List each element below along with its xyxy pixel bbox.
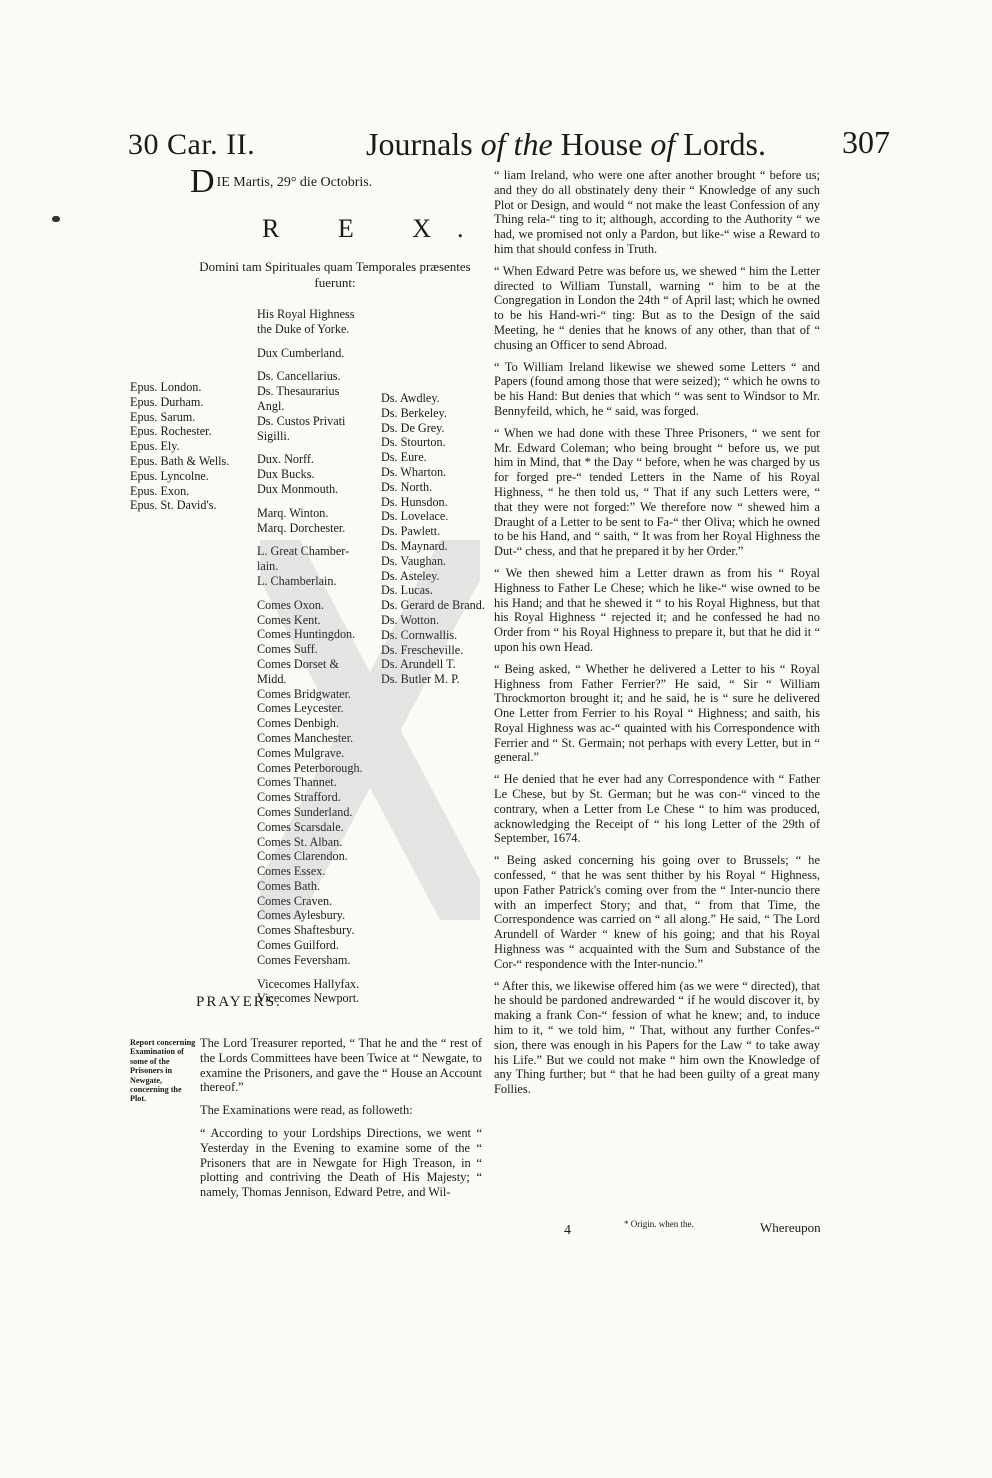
ink-blot	[52, 216, 60, 222]
header-regnal-year: 30 Car. II.	[128, 128, 256, 161]
list-item: Dux Cumberland.	[257, 345, 345, 360]
list-item: Ds. Gerard de Brand.	[381, 598, 485, 613]
paragraph: “ Being asked concerning his going over to Brussels; “ he confessed, “ that he was sent thither by his Royal “ Highness, upon Father Patrick's coming over from the “ Inter-nuncio there with an imperfect Story; and that, “ from that Time, the Correspondence was carried on “ all along.” He said, “ The Lord Arundell of Warder “ knew of his going; and that his Royal Highness was “ acquainted with the Sum and Substance of the Cor-“ respondence with the Inter-nuncio.”	[494, 853, 820, 971]
list-gap	[257, 497, 363, 506]
list-item: Comes Essex.	[257, 864, 326, 879]
prayers-heading: PRAYERS.	[196, 994, 282, 1010]
list-item: Epus. Sarum.	[130, 409, 196, 424]
list-item: Comes Thannet.	[257, 775, 337, 790]
list-item: His Royal Highness	[257, 307, 355, 321]
list-item: Ds. Cornwallis.	[381, 627, 458, 642]
royal-and-temporal-list	[257, 307, 363, 1006]
list-item: L. Great Chamber-	[257, 544, 350, 559]
list-item: Sigilli.	[257, 428, 290, 443]
header-title-word: Journals	[366, 126, 473, 162]
list-item: Marq. Winton.	[257, 505, 329, 520]
list-item: Ds. Lovelace.	[381, 509, 449, 524]
list-item: Ds. Berkeley.	[381, 405, 447, 420]
list-item: Dux Bucks.	[257, 467, 315, 482]
list-item: Ds. Lucas.	[381, 583, 433, 598]
list-item: Epus. Lyncolne.	[130, 468, 209, 483]
list-item: Comes Strafford.	[257, 790, 341, 805]
paragraph: “ Being asked, “ Whether he delivered a Letter to his “ Royal Highness from Father Ferrier?” He said, “ Sir “ William Throckmorton brought it; and he said, he is “ sure he delivered One Letter from Ferrier to his Royal “ Highness; and saith, his Royal Highness was ac-“ quainted with his Correspondence with Ferrier and “ St. Germain; not perhaps with every Letter, but in “ general.”	[494, 661, 820, 765]
page-number: 307	[842, 124, 890, 160]
barons-list	[381, 391, 485, 687]
list-item: Comes St. Alban.	[257, 834, 343, 849]
list-item: Comes Peterborough.	[257, 760, 363, 775]
list-item: Comes Suff.	[257, 642, 318, 657]
list-item: Ds. Stourton.	[381, 435, 446, 450]
list-item: Ds. Thesaurarius	[257, 384, 340, 399]
list-item: Epus. Ely.	[130, 439, 180, 454]
paragraph: “ After this, we likewise offered him (as we were “ directed), that he should be pardoned andrewarded “ if he would discover it, by making a frank Con-“ fession of what he knew; and, to induce him to it, “ we told him, “ That, without any further Confes-“ sion, there was enough in his Papers for the Law “ to take away his Life.” But we could not make “ him own the Knowledge of any Thing further; but “ that he had been guilty of a great many Follies.	[494, 978, 820, 1097]
list-item: Comes Shaftesbury.	[257, 923, 355, 938]
header-title-word: Lords.	[683, 126, 766, 162]
list-item: Comes Clarendon.	[257, 849, 348, 864]
footnote: * Origin. when the.	[624, 1219, 694, 1229]
header-title-word: House	[560, 126, 643, 162]
list-item: Ds. Maynard.	[381, 538, 448, 553]
list-item: Comes Denbigh.	[257, 716, 339, 731]
list-item: Comes Leycester.	[257, 701, 344, 716]
list-item: Ds. Asteley.	[381, 568, 440, 583]
list-gap	[257, 535, 363, 544]
paragraph: “ According to your Lordships Directions, we went “ Yesterday in the Evening to examine some of the “ Prisoners that are in Newgate for High Treason, in “ plotting and contriving the Death of His Majesty; “ namely, Thomas Jennison, Edward Petre, and Wil-	[200, 1125, 482, 1200]
list-item: Ds. Wharton.	[381, 464, 447, 479]
list-item: Ds. Cancellarius.	[257, 369, 341, 384]
list-item: Ds. Vaughan.	[381, 553, 447, 568]
paragraph: The Examinations were read, as followeth:	[200, 1103, 413, 1118]
list-item: L. Chamberlain.	[257, 573, 337, 588]
header-title	[366, 126, 766, 163]
list-item: Comes Manchester.	[257, 730, 354, 745]
list-item: Epus. Exon.	[130, 483, 190, 498]
list-item: Vicecomes Hallyfax.	[257, 976, 360, 991]
list-item: Marq. Dorchester.	[257, 520, 346, 535]
list-gap	[257, 968, 363, 977]
list-item: Ds. Wotton.	[381, 612, 440, 627]
list-item: Vicecomes Newport.	[257, 991, 360, 1006]
list-item: lain.	[257, 559, 279, 574]
list-item: Dux. Norff.	[257, 452, 314, 467]
list-item: Comes Huntingdon.	[257, 627, 356, 642]
list-item: Ds. Custos Privati	[257, 413, 346, 428]
paragraph: “ When we had done with these Three Prisoners, “ we sent for Mr. Edward Coleman; who being brought “ before us, we put him in Mind, that * the Day “ before, when he was charged by us for forged pre-“ tended Letters in the Name of his Royal Highness, “ he then told us, “ That if any such Letters were, “ that they were not forged:” We therefore now “ shewed him a Draught of a Letter to be sent to Fa-“ ther Oliva; which he owned to be his Hand, and “ saith, “ It was from her Royal Highness the Dut-“ chess, and that he prepared it by her Order.”	[494, 425, 820, 559]
header-title-word: the	[513, 126, 553, 162]
list-item: Comes Bridgwater.	[257, 686, 352, 701]
list-item: Comes Kent.	[257, 612, 321, 627]
list-item: Epus. London.	[130, 380, 202, 394]
session-date	[190, 163, 373, 200]
margin-note: Report concerning Examination of some of the Prisoners in Newgate, concerning the Plot.	[130, 1038, 196, 1104]
list-item: Comes Dorset &	[257, 656, 339, 671]
list-item: Comes Craven.	[257, 893, 333, 908]
list-item: Ds. Awdley.	[381, 391, 440, 405]
paragraph: “ To William Ireland likewise we shewed some Letters “ and Papers (found among those that were seized); “ which he owns to be his Hand: But denies that which “ was sent to Windsor to Mr. Bennyfeild, which, he “ said, was forged.	[494, 359, 820, 418]
list-item: Comes Feversham.	[257, 952, 351, 967]
list-item: Comes Oxon.	[257, 597, 325, 612]
drop-cap: D	[190, 163, 215, 200]
paragraph: “ When Edward Petre was before us, we shewed “ him the Letter directed to William Tunstall, warning “ him to be at the Congregation in London the 24th “ of April last; which he owned to be his Hand-wri-“ ting: But as to the Design of the said Meeting, he “ denies that he knows of any other, than that of “ chusing an Officer to send Abroad.	[494, 263, 820, 352]
right-column-text	[494, 168, 820, 1104]
list-item: Angl.	[257, 398, 285, 413]
list-item: Epus. Rochester.	[130, 424, 212, 439]
list-item: Ds. Arundell T.	[381, 657, 456, 672]
list-item: Comes Bath.	[257, 878, 320, 893]
list-item: Comes Guilford.	[257, 938, 339, 953]
present-heading: Domini tam Spirituales quam Temporales præsentes fuerunt:	[199, 259, 471, 290]
list-item: Midd.	[257, 671, 287, 686]
list-gap	[257, 589, 363, 598]
list-item: Ds. Butler M. P.	[381, 672, 460, 687]
list-item: Ds. Frescheville.	[381, 642, 464, 657]
list-gap	[257, 443, 363, 452]
paragraph: “ We then shewed him a Letter drawn as from his “ Royal Highness to Father Le Chese; which he like-“ wise owned to be his Hand; and that he shewed it “ to his Royal Highness, but that his Royal Highness “ rejected it; and he confessed he had no Order from “ his Royal Highness to prepare it, but that he did it “ upon his own Head.	[494, 565, 820, 654]
signature-mark: 4	[564, 1223, 571, 1238]
list-item: Comes Aylesbury.	[257, 908, 346, 923]
list-item: the Duke of Yorke.	[257, 321, 350, 336]
list-item: Epus. Bath & Wells.	[130, 453, 230, 468]
list-item: Comes Scarsdale.	[257, 819, 344, 834]
list-item: Ds. North.	[381, 479, 433, 494]
list-item: Ds. De Grey.	[381, 420, 445, 435]
paragraph: The Lord Treasurer reported, “ That he and the “ rest of the Lords Committees have been Twice at “ Newgate, to examine the Prisoners, and gave the “ House an Account thereof.”	[200, 1036, 482, 1095]
catchword: Whereupon	[760, 1220, 821, 1235]
bishops-list	[130, 380, 229, 513]
paragraph: “ He denied that he ever had any Correspondence with “ Father Le Chese, but by St. German; but he was con-“ vinced to the contrary, when a Letter from Le Chese “ to him was produced, acknowledging the Receipt of “ his long Letter of the 29th of September, 1674.	[494, 772, 820, 846]
session-date-text: IE Martis, 29° die Octobris.	[216, 175, 373, 190]
list-item: Epus. Durham.	[130, 394, 204, 409]
list-gap	[257, 360, 363, 369]
list-item: Comes Mulgrave.	[257, 745, 345, 760]
header-title-word: of	[650, 126, 676, 162]
paragraph: “ liam Ireland, who were one after another brought “ before us; and they do all obstinately deny their “ Knowledge of any such Plot or Design, and would “ not make the least Confession of any Thing rela-“ ting to it; although, according to the Authority “ we had, we promised not only a Pardon, but like-“ wise a Reward to him that should confess in Truth.	[494, 168, 820, 256]
list-item: Epus. St. David's.	[130, 498, 217, 513]
list-gap	[257, 337, 363, 346]
rex-heading: R E X.	[262, 214, 490, 243]
list-item: Comes Sunderland.	[257, 804, 353, 819]
header-title-word: of	[480, 126, 506, 162]
list-item: Ds. Hunsdon.	[381, 494, 448, 509]
list-item: Ds. Pawlett.	[381, 524, 441, 539]
list-item: Dux Monmouth.	[257, 481, 339, 496]
left-column-text	[200, 1036, 482, 1208]
list-item: Ds. Eure.	[381, 450, 427, 465]
